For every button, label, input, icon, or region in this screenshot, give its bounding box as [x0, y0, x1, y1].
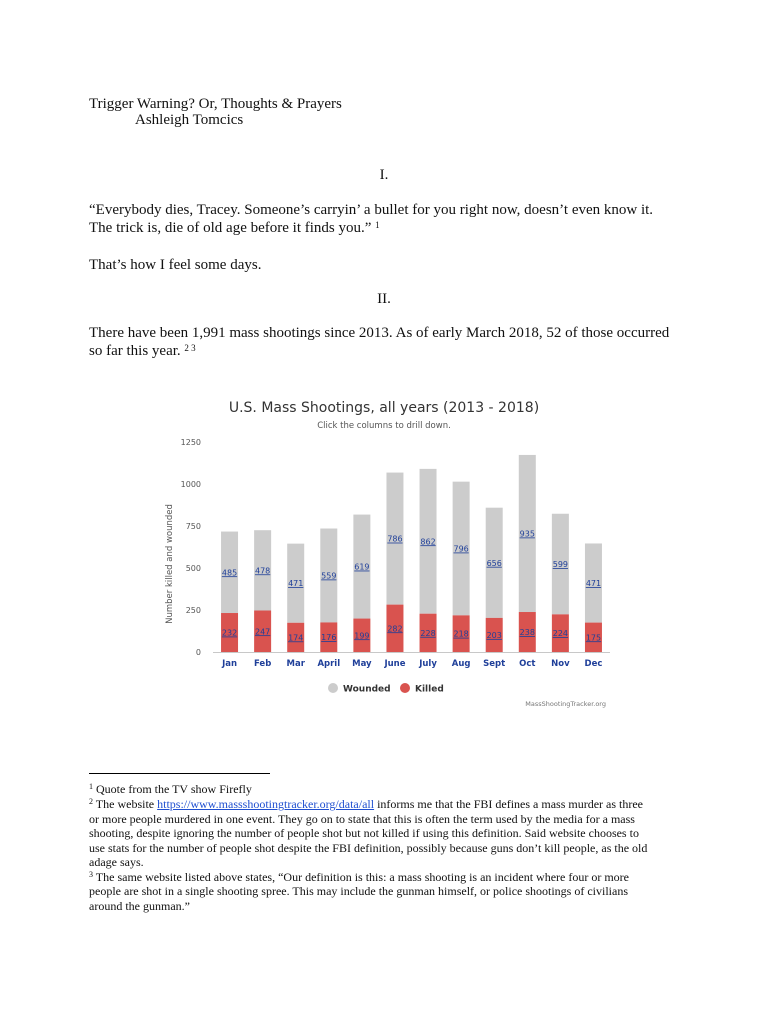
footnote-2-line-2: or more people murdered in one event. They go on to state that this is often the term used by the media for a mass: [89, 811, 635, 826]
data-label-wounded[interactable]: 862: [420, 537, 436, 547]
data-label-killed[interactable]: 224: [552, 629, 569, 639]
data-label-killed[interactable]: 174: [288, 633, 304, 643]
stats-line-1: There have been 1,991 mass shootings since 2013. As of early March 2018, 52 of those occurred: [89, 325, 670, 341]
footnote-2-line-4: use stats for the number of people shot despite the FBI definition, possibly because guns don’t kill people, as the old: [89, 840, 648, 855]
author-name: Ashleigh Tomcics: [135, 112, 244, 128]
y-tick-label: 750: [185, 522, 201, 531]
x-tick-label[interactable]: June: [384, 659, 406, 669]
data-label-killed[interactable]: 232: [221, 628, 238, 638]
x-tick-label[interactable]: April: [317, 659, 341, 669]
legend-marker[interactable]: [328, 683, 338, 693]
massshootingtracker-link[interactable]: https://www.massshootingtracker.org/data/all: [157, 797, 375, 811]
footnote-3-text-1: The same website listed above states, “Our definition is this: a mass shooting is an incident where four or more: [95, 869, 630, 884]
y-tick-label: 1250: [180, 438, 201, 447]
footnote-2-line-5: adage says.: [89, 855, 144, 869]
feel-paragraph: That’s how I feel some days.: [89, 257, 262, 273]
stats-line-2: [89, 342, 196, 360]
footnote-1: [89, 782, 252, 797]
data-label-killed[interactable]: 218: [453, 629, 469, 639]
footnote-2-number: 2: [89, 797, 93, 806]
data-label-wounded[interactable]: 796: [453, 544, 469, 554]
x-tick-label[interactable]: Jan: [222, 659, 238, 669]
stats-line-2-text: so far this year.: [89, 343, 181, 359]
data-label-wounded[interactable]: 485: [221, 568, 238, 578]
legend-label[interactable]: Wounded: [343, 684, 391, 695]
data-label-killed[interactable]: 176: [321, 633, 337, 643]
quote-line-2: [89, 219, 380, 237]
y-tick-label: 1000: [180, 480, 201, 489]
footnote-3-line-3: around the gunman.”: [89, 898, 190, 913]
footnote-2-line-1: [89, 797, 643, 812]
x-tick-label[interactable]: Aug: [451, 659, 471, 669]
data-label-killed[interactable]: 282: [387, 624, 403, 634]
footnote-3-line-2: people are shot in a single shooting spree. This may include the gunman himself, or police shootings of civilians: [89, 884, 629, 898]
data-label-killed[interactable]: 175: [585, 633, 602, 643]
footnote-divider: [89, 773, 270, 774]
x-tick-label[interactable]: Sept: [483, 659, 506, 669]
data-label-killed[interactable]: 203: [486, 630, 502, 640]
footnote-refs-2-3: 2 3: [184, 343, 196, 353]
x-tick-label[interactable]: July: [419, 659, 437, 669]
chart-svg: [155, 388, 614, 714]
data-label-killed[interactable]: 199: [354, 631, 370, 641]
y-tick-label: 500: [185, 564, 201, 573]
chart-subtitle: Click the columns to drill down.: [317, 421, 451, 431]
document-title: Trigger Warning? Or, Thoughts & Prayers: [89, 96, 342, 112]
x-tick-label[interactable]: Mar: [286, 659, 305, 669]
x-tick-label[interactable]: May: [352, 659, 372, 669]
data-label-wounded[interactable]: 619: [354, 562, 370, 572]
data-label-wounded[interactable]: 471: [585, 579, 602, 589]
mass-shootings-chart: [155, 388, 614, 714]
legend-label[interactable]: Killed: [415, 684, 444, 695]
chart-title: U.S. Mass Shootings, all years (2013 - 2018): [228, 400, 540, 416]
quote-line-2-text: The trick is, die of old age before it finds you.”: [89, 220, 372, 236]
section-heading-two: II.: [377, 291, 391, 307]
data-label-wounded[interactable]: 599: [552, 560, 569, 570]
data-label-wounded[interactable]: 471: [288, 579, 304, 589]
footnote-3-line-1: [89, 870, 629, 885]
footnote-3-number: 3: [89, 869, 93, 879]
data-label-wounded[interactable]: 656: [486, 558, 502, 568]
x-tick-label[interactable]: Feb: [253, 659, 272, 669]
footnote-2-pre: The website: [95, 797, 155, 811]
data-label-wounded[interactable]: 935: [519, 529, 535, 539]
x-tick-label[interactable]: Nov: [551, 659, 570, 669]
data-label-wounded[interactable]: 786: [387, 534, 403, 544]
footnote-1-number: 1: [89, 782, 93, 791]
y-tick-label: 0: [195, 648, 201, 657]
footnote-2-line-3: shooting, despite ignoring the number of people shot but not killed if using this definition. Said website chooses to: [89, 826, 639, 840]
data-label-killed[interactable]: 238: [519, 628, 535, 638]
footnote-1-text: Quote from the TV show Firefly: [96, 782, 252, 796]
quote-line-1: “Everybody dies, Tracey. Someone’s carryin’ a bullet for you right now, doesn’t even know it.: [89, 202, 654, 218]
data-label-killed[interactable]: 228: [420, 628, 436, 638]
x-tick-label[interactable]: Oct: [519, 659, 536, 669]
legend-marker[interactable]: [400, 683, 410, 693]
data-label-killed[interactable]: 247: [254, 627, 271, 637]
section-heading-one: I.: [379, 167, 389, 183]
footnote-ref-1: 1: [375, 220, 380, 230]
y-tick-label: 250: [185, 606, 201, 615]
chart-y-axis-label: Number killed and wounded: [165, 504, 175, 624]
data-label-wounded[interactable]: 559: [321, 571, 337, 581]
chart-credit: MassShootingTracker.org: [525, 700, 606, 708]
x-tick-label[interactable]: Dec: [584, 659, 603, 669]
footnote-2-post: informs me that the FBI defines a mass murder as three: [377, 797, 644, 811]
data-label-wounded[interactable]: 478: [254, 566, 271, 576]
